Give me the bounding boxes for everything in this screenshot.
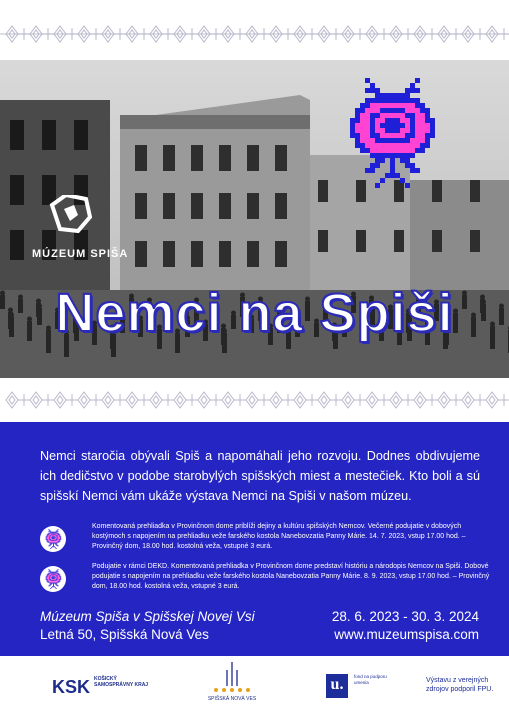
pixel-motif-icon: [40, 526, 66, 552]
top-ornament-band: [0, 14, 509, 54]
sponsors-bar: [0, 660, 509, 720]
intro-paragraph: Nemci staročia obývali Spiš a napomáhali jeho rozvoju. Dodnes obdivujeme ich dedičstvo v podobe starobylých spišských miest a mestečiek. Kto boli a sú spišskí Nemci vám ukáže výstava Nemci na Spiši v našom múzeu.: [40, 449, 480, 503]
event-description: Komentovaná prehliadka v Provinčnom dome priblíži dejiny a kultúru spišských Nemcov. Večerné podujatie v dobových kostýmoch s napojením na prehliadku veže farského kostola Nanebovzatia Panny Márie. 14. 7. 2023, vstup 17.00 hod. – Provinčný dom, 18.00 hod. kostolná veža, vstupné 3 eurá.: [92, 523, 466, 550]
pixel-motif-icon: [40, 566, 66, 592]
event-item: [40, 522, 490, 562]
pixel-motif-icon: [345, 78, 435, 188]
svg-text:KSK: KSK: [52, 677, 91, 697]
venue-name: Múzeum Spiša v Spišskej Novej Vsi: [40, 609, 255, 624]
exhibition-dates: 28. 6. 2023 - 30. 3. 2024: [331, 609, 479, 624]
event-description: Podujatie v rámci DEKD. Komentovaná prehliadka v Provinčnom dome predstaví históriu a národopis Nemcov na Spiši. Dobové podujatie s napojením na prehliadku veže farského kostola Nanebovzatia Panny Márie. 8. 9. 2023, vstup 17.00 hod. – Provinčný dom, 18.00 hod. kostolná veža, vstupné 3 eurá.: [92, 563, 490, 590]
snv-logo-icon: [202, 660, 262, 694]
venue-address: Letná 50, Spišská Nová Ves: [40, 627, 209, 642]
snv-logo: [202, 660, 262, 708]
fpu-support-note: Výstavu z verejných zdrojov podporil FPU.: [426, 677, 494, 693]
ksk-text: KOŠICKÝ SAMOSPRÁVNY KRAJ: [94, 676, 149, 688]
ksk-logo: [52, 674, 162, 704]
fpu-text: fond na podporu umenia: [354, 674, 387, 685]
exhibition-title: Nemci na Spiši: [55, 283, 454, 343]
fpu-logo-icon: u.: [326, 674, 348, 698]
snv-text: SPIŠSKÁ NOVÁ VES: [207, 696, 257, 702]
ksk-logo-icon: [52, 674, 92, 698]
fpu-logo: [326, 674, 396, 704]
event-item: [40, 562, 490, 602]
middle-ornament-band: [0, 378, 509, 422]
museum-logo-text: MÚZEUM SPIŠA: [32, 248, 129, 260]
website-link[interactable]: www.muzeumspisa.com: [334, 627, 479, 642]
